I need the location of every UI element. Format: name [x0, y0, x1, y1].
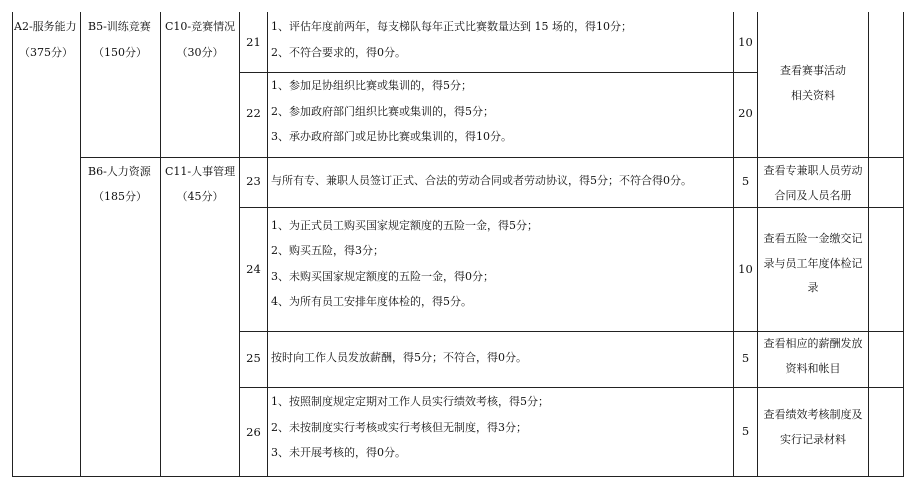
grid-line [868, 12, 869, 477]
category-a-score: （375分） [19, 46, 73, 59]
grid-line [12, 476, 904, 477]
check-method-line: 查看赛事活动 [780, 64, 846, 77]
criterion-line: 1、为正式员工购买国家规定额度的五险一金，得5分； [271, 219, 538, 232]
points-value: 5 [741, 351, 750, 365]
check-method-line: 录与员工年度体检记 [763, 257, 863, 270]
check-method-line: 资料和帐目 [785, 362, 841, 375]
criterion-line: 4、为所有员工安排年度体检的，得5分。 [271, 295, 472, 308]
criterion-line: 2、不符合要求的，得0分。 [271, 46, 406, 59]
criterion-line: 1、参加足协组织比赛或集训的，得5分； [271, 79, 472, 92]
criterion-line: 3、未开展考核的，得0分。 [271, 446, 406, 459]
check-method-line: 合同及人员名册 [774, 189, 852, 202]
row-number: 24 [246, 262, 261, 276]
points-value: 20 [738, 106, 753, 120]
criterion-line: 1、评估年度前两年，每支梯队每年正式比赛数量达到 15 场的，得10分； [271, 20, 632, 33]
category-a-name: A2-服务能力 [14, 20, 77, 33]
grid-line [240, 387, 903, 388]
row-number: 22 [246, 106, 261, 120]
criterion-line: 3、未购买国家规定额度的五险一金，得0分； [271, 270, 494, 283]
criterion-line: 2、参加政府部门组织比赛或集训的，得5分； [271, 105, 494, 118]
criterion-line: 1、按照制度规定定期对工作人员实行绩效考核，得5分； [271, 395, 549, 408]
grid-line [240, 207, 903, 208]
points-value: 10 [738, 35, 753, 49]
row-number: 21 [246, 35, 261, 49]
grid-line [12, 12, 13, 477]
check-method-line: 查看专兼职人员劳动 [763, 164, 863, 177]
criterion-line: 2、购买五险，得3分； [271, 244, 384, 257]
criterion-line: 按时向工作人员发放薪酬，得5分；不符合，得0分。 [271, 351, 527, 364]
check-method-line: 查看相应的薪酬发放 [763, 337, 863, 350]
criterion-line: 2、未按制度实行考核或实行考核但无制度，得3分； [271, 421, 527, 434]
criterion-line: 与所有专、兼职人员签订正式、合法的劳动合同或者劳动协议，得5分；不符合得0分。 [271, 174, 692, 187]
grid-line [80, 12, 81, 477]
check-method-line: 查看五险一金缴交记 [763, 232, 863, 245]
category-c10-score: （30分） [176, 46, 224, 59]
category-b6-name: B6-人力资源 [88, 165, 151, 178]
category-b5-score: （150分） [93, 46, 147, 59]
grid-line [240, 331, 903, 332]
row-number: 23 [246, 174, 261, 188]
category-b5-name: B5-训练竞赛 [88, 20, 151, 33]
criterion-line: 3、承办政府部门或足协比赛或集训的，得10分。 [271, 130, 512, 143]
grid-line [240, 72, 757, 73]
row-number: 25 [246, 351, 261, 365]
category-c10-name: C10-竞赛情况 [165, 20, 236, 33]
grid-line [81, 157, 903, 158]
category-c11-score: （45分） [176, 190, 224, 203]
check-method-line: 相关资料 [791, 89, 835, 102]
grid-line [733, 12, 734, 477]
grid-line [239, 12, 240, 477]
points-value: 5 [741, 174, 750, 188]
check-method-line: 录 [807, 281, 819, 294]
grid-line [903, 12, 904, 477]
grid-line [160, 12, 161, 477]
row-number: 26 [246, 425, 261, 439]
points-value: 5 [741, 424, 750, 438]
category-c11-name: C11-人事管理 [165, 165, 236, 178]
points-value: 10 [738, 262, 753, 276]
check-method-line: 查看绩效考核制度及 [763, 408, 863, 421]
check-method-line: 实行记录材料 [780, 433, 846, 446]
category-b6-score: （185分） [93, 190, 147, 203]
grid-line [267, 12, 268, 477]
